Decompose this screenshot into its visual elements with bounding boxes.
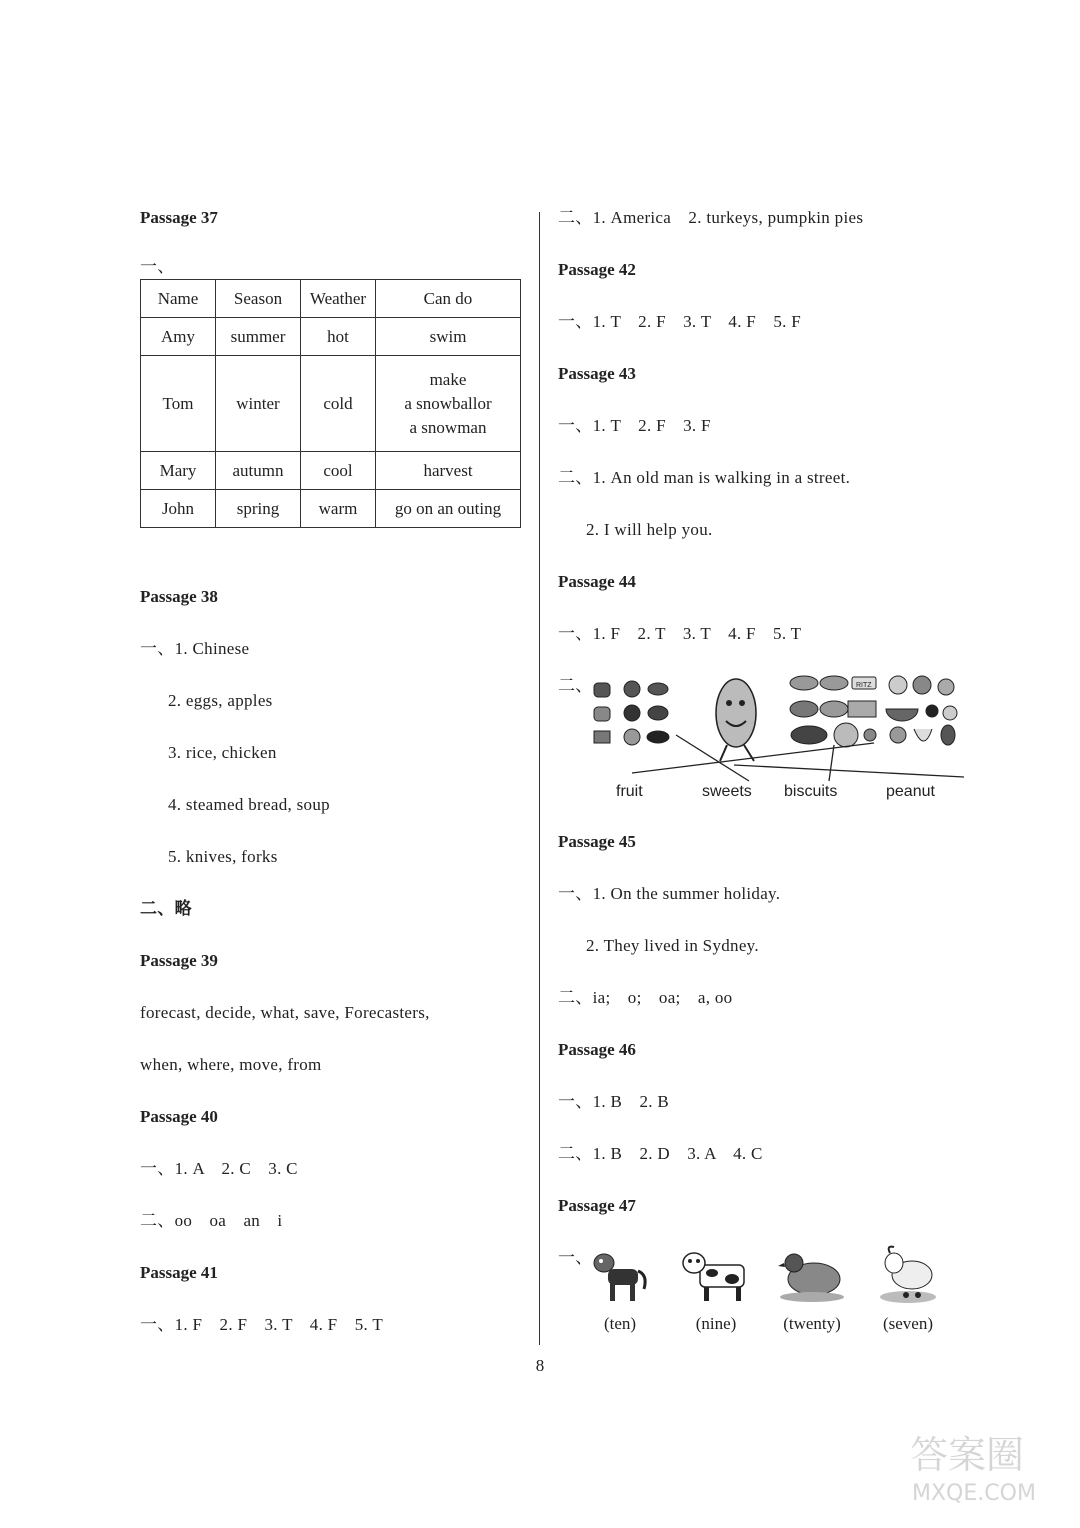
- passage-46-title: Passage 46: [558, 1040, 636, 1059]
- table-cell: warm: [301, 490, 376, 528]
- passage-39-title: Passage 39: [140, 951, 218, 970]
- biscuits-icon: [790, 676, 876, 747]
- animal-label: (twenty): [783, 1314, 841, 1333]
- table-cell: winter: [216, 356, 301, 452]
- table-cell: Tom: [141, 356, 216, 452]
- passage-43-line: 一、1. T 2. F 3. F: [558, 416, 711, 435]
- passage-42-line: 一、1. T 2. F 3. T 4. F 5. F: [558, 312, 802, 331]
- animal-label: (seven): [882, 1314, 934, 1333]
- passage-37-table: [140, 279, 521, 528]
- passage-47-part1: 一、: [558, 1248, 593, 1267]
- hen-icon: [776, 1245, 848, 1305]
- table-cell: [376, 356, 521, 452]
- animal-label: (ten): [603, 1314, 637, 1333]
- passage-41-line: 一、1. F 2. F 3. T 4. F 5. T: [140, 1315, 384, 1334]
- passage-43-title: Passage 43: [558, 364, 636, 383]
- table-header: Can do: [376, 280, 521, 318]
- page-number: 8: [535, 1356, 545, 1375]
- passage-44-line: 一、1. F 2. T 3. T 4. F 5. T: [558, 624, 802, 643]
- table-header: Season: [216, 280, 301, 318]
- passage-39-line: forecast, decide, what, save, Forecasters,: [140, 1003, 430, 1022]
- passage-38-item: 5. knives, forks: [168, 847, 278, 866]
- passage-46-line: 二、1. B 2. D 3. A 4. C: [558, 1144, 763, 1163]
- passage-38-title: Passage 38: [140, 587, 218, 606]
- table-cell: summer: [216, 318, 301, 356]
- table-cell: harvest: [376, 452, 521, 490]
- label-fruit: fruit: [616, 783, 643, 800]
- peanut-icon: [716, 679, 756, 761]
- right-column: [558, 205, 958, 1334]
- passage-37-title: Passage 37: [140, 208, 218, 227]
- passage-37-part1: 一、: [140, 257, 175, 276]
- passage-38-item: 一、1. Chinese: [140, 639, 250, 658]
- passage-47-animals: [558, 1245, 958, 1334]
- passage-41-continued: 二、1. America 2. turkeys, pumpkin pies: [558, 208, 864, 227]
- table-cell: Amy: [141, 318, 216, 356]
- left-column: [140, 205, 525, 1338]
- table-cell: go on an outing: [376, 490, 521, 528]
- table-row: [141, 318, 521, 356]
- table-cell: cool: [301, 452, 376, 490]
- passage-38-item: 2. eggs, apples: [168, 691, 273, 710]
- table-row: [141, 490, 521, 528]
- passage-40-title: Passage 40: [140, 1107, 218, 1126]
- passage-38-item: 3. rice, chicken: [168, 743, 277, 762]
- sweets-icon: [594, 681, 669, 745]
- passage-44-part2: 二、: [558, 676, 593, 695]
- matching-picture: [584, 673, 964, 813]
- watermark-logo: [900, 1418, 1050, 1508]
- animal-item: [584, 1245, 656, 1334]
- passage-45-line: 2. They lived in Sydney.: [586, 936, 759, 955]
- label-biscuits: biscuits: [784, 783, 838, 800]
- animal-item: [776, 1245, 848, 1334]
- passage-45-line: 二、ia; o; oa; a, oo: [558, 988, 733, 1007]
- goat-icon: [876, 1245, 940, 1305]
- table-cell-line: a snowballor: [404, 393, 492, 413]
- table-row: [141, 452, 521, 490]
- animal-label: (nine): [695, 1314, 737, 1333]
- table-cell: autumn: [216, 452, 301, 490]
- column-divider: [539, 212, 540, 1345]
- animal-item: [680, 1245, 752, 1334]
- table-cell: John: [141, 490, 216, 528]
- passage-39-line: when, where, move, from: [140, 1055, 322, 1074]
- passage-45-line: 一、1. On the summer holiday.: [558, 884, 781, 903]
- passage-44-matching: [558, 673, 958, 813]
- passage-43-line: 2. I will help you.: [586, 520, 713, 539]
- animal-item: [872, 1245, 944, 1334]
- passage-47-title: Passage 47: [558, 1196, 636, 1215]
- table-cell: swim: [376, 318, 521, 356]
- passage-40-line: 二、oo oa an i: [140, 1211, 283, 1230]
- watermark-line1: 答案圈: [910, 1433, 1025, 1477]
- table-cell: Mary: [141, 452, 216, 490]
- table-row: [141, 356, 521, 452]
- watermark-line2: MXQE.COM: [912, 1481, 1036, 1506]
- passage-41-title: Passage 41: [140, 1263, 218, 1282]
- cow-icon: [680, 1245, 752, 1305]
- table-cell: cold: [301, 356, 376, 452]
- table-header: Name: [141, 280, 216, 318]
- passage-38-item: 4. steamed bread, soup: [168, 795, 330, 814]
- passage-38-part2: 二、略: [140, 899, 192, 918]
- passage-40-line: 一、1. A 2. C 3. C: [140, 1159, 298, 1178]
- table-cell-line: a snowman: [409, 417, 487, 437]
- label-sweets: sweets: [702, 783, 752, 800]
- table-cell: hot: [301, 318, 376, 356]
- table-cell: spring: [216, 490, 301, 528]
- fruit-icon: [886, 676, 957, 745]
- biscuit-pack-text: RITZ: [856, 682, 872, 689]
- label-peanut: peanut: [886, 783, 935, 800]
- passage-45-title: Passage 45: [558, 832, 636, 851]
- passage-44-title: Passage 44: [558, 572, 636, 591]
- horse-icon: [590, 1245, 650, 1305]
- table-cell-line: make: [429, 369, 467, 389]
- passage-42-title: Passage 42: [558, 260, 636, 279]
- table-header: Weather: [301, 280, 376, 318]
- passage-46-line: 一、1. B 2. B: [558, 1092, 669, 1111]
- passage-43-line: 二、1. An old man is walking in a street.: [558, 468, 851, 487]
